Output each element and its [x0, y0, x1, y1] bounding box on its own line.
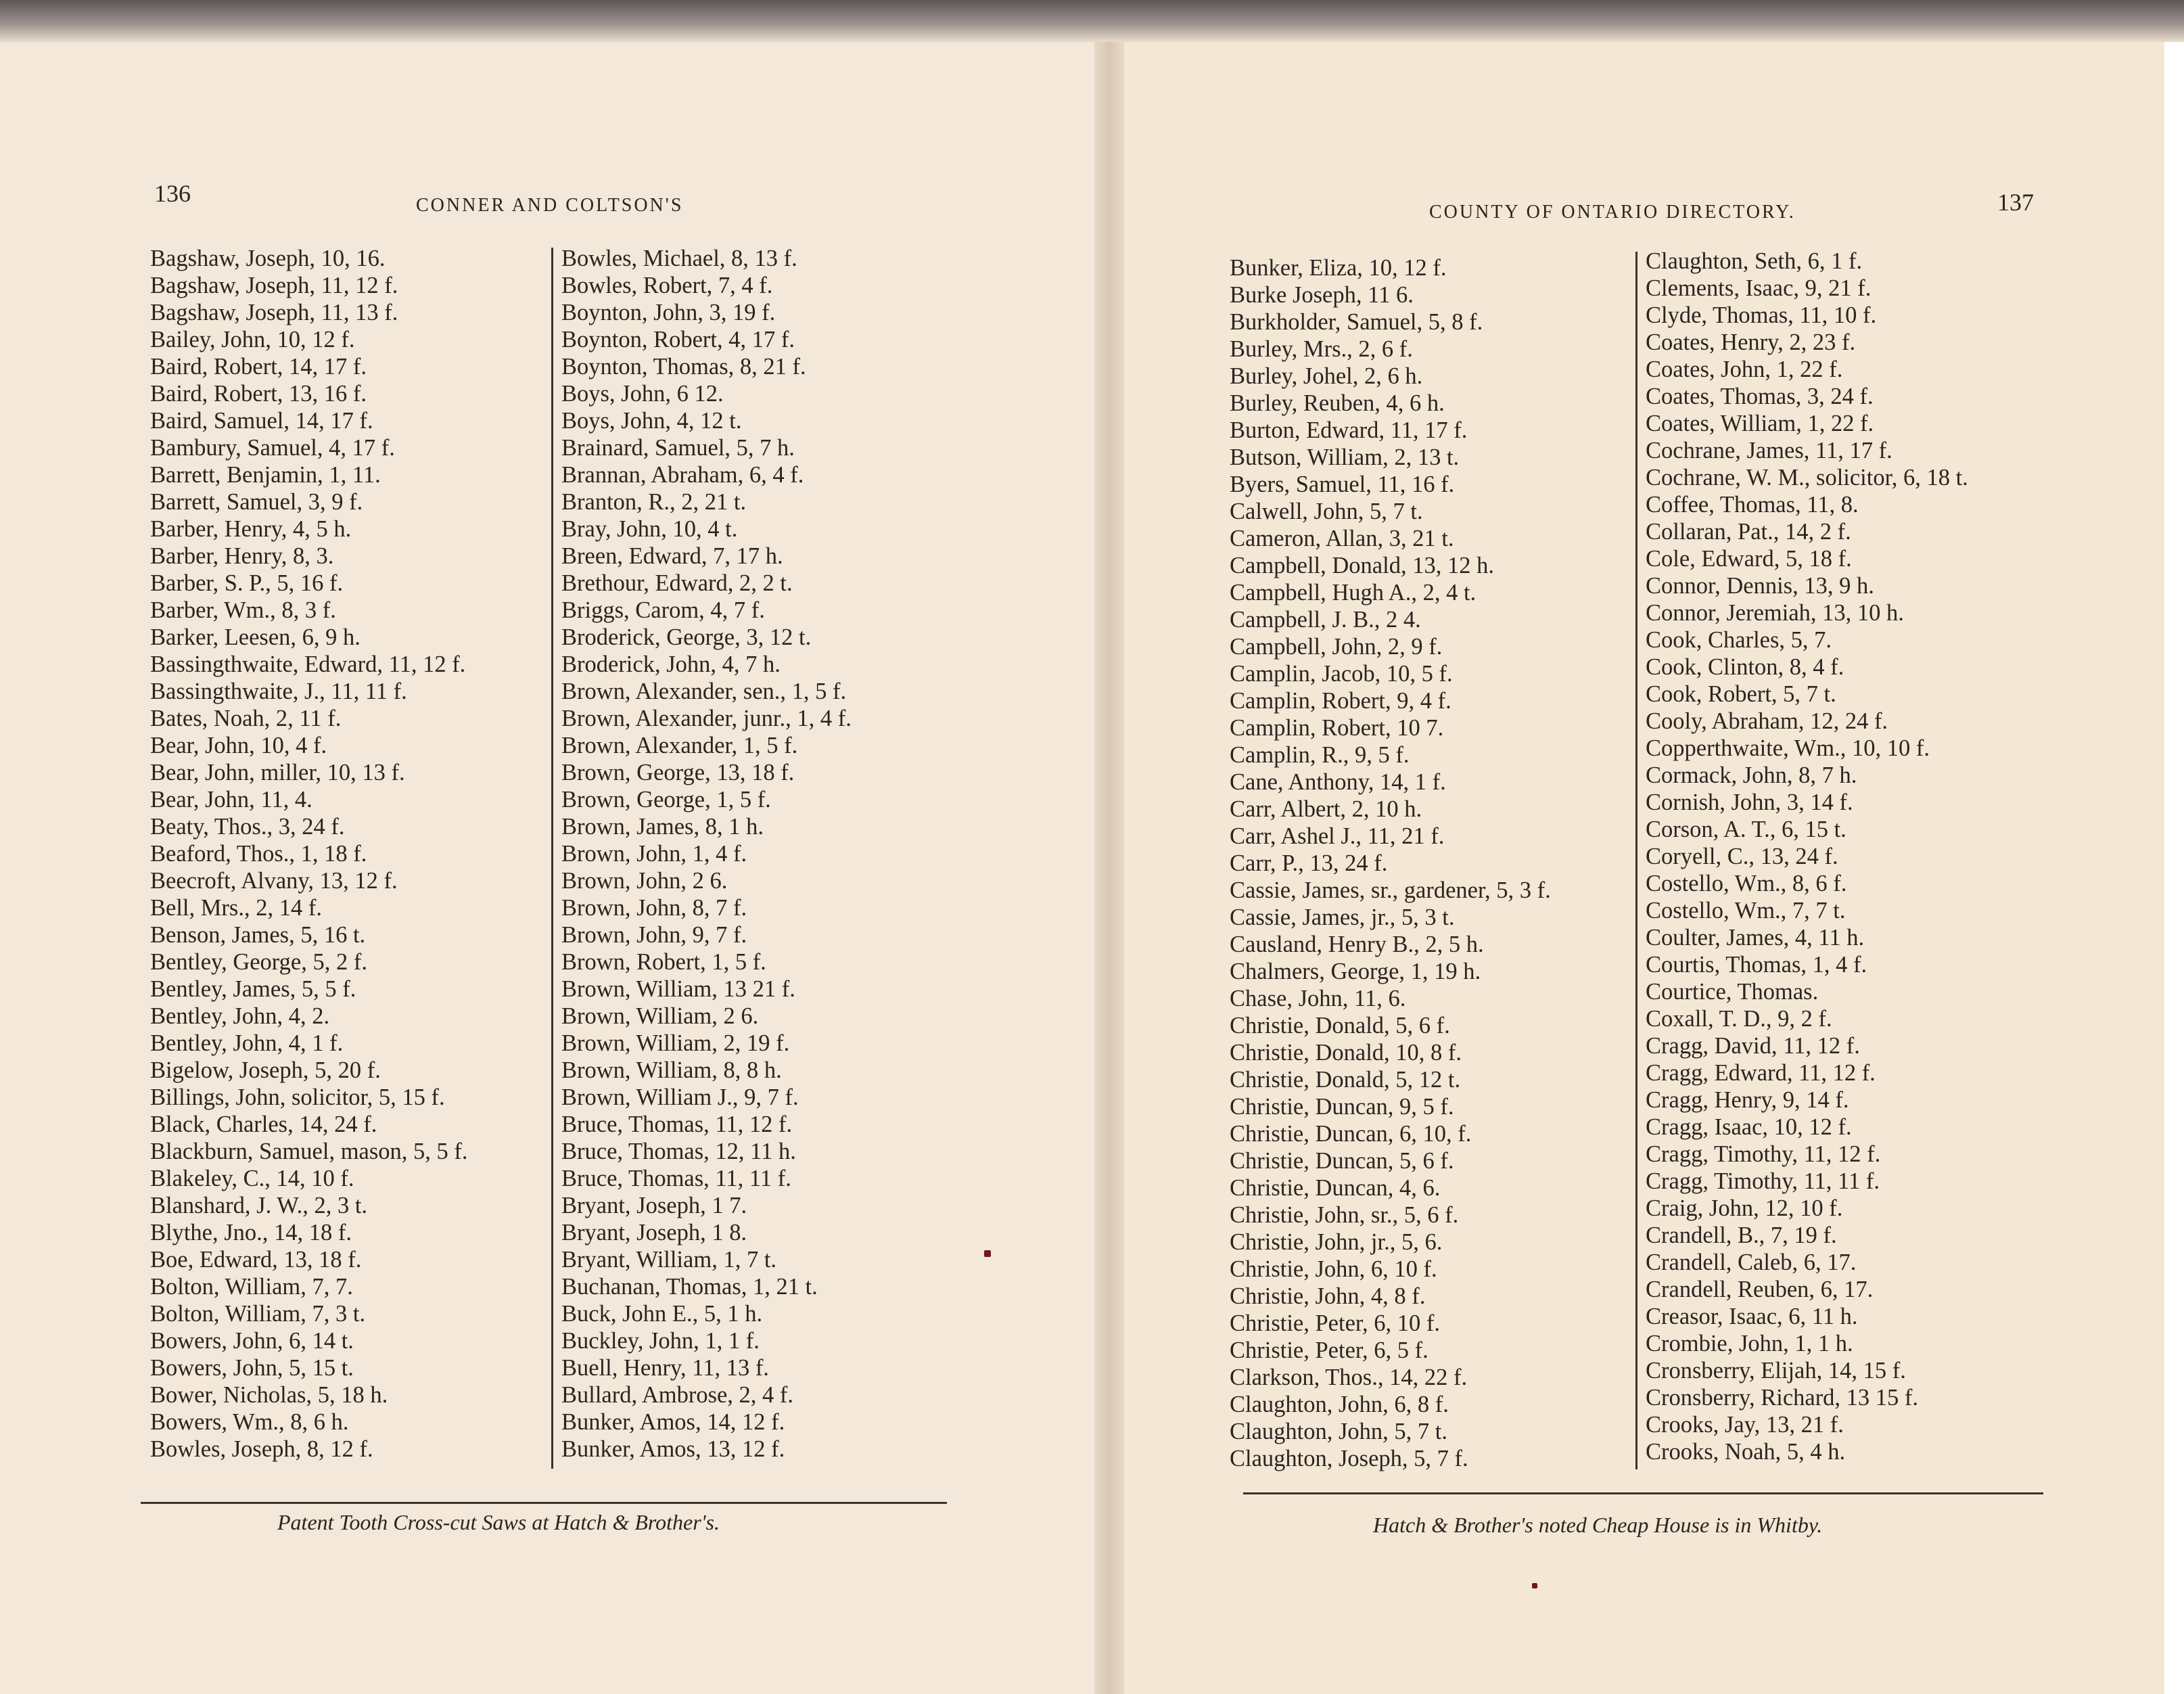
directory-entry: Brown, Alexander, sen., 1, 5 f. [561, 679, 847, 704]
directory-entry: Brown, William, 13 21 f. [561, 976, 795, 1002]
column-divider [551, 248, 553, 1469]
directory-entry: Brown, William J., 9, 7 f. [561, 1084, 799, 1110]
directory-entry: Bolton, William, 7, 3 t. [150, 1301, 366, 1327]
directory-entry: Brown, William, 8, 8 h. [561, 1057, 782, 1083]
left-page-column-2 [561, 245, 852, 1463]
directory-entry: Coates, John, 1, 22 f. [1646, 357, 1843, 382]
directory-entry: Claughton, John, 5, 7 t. [1230, 1419, 1448, 1444]
directory-entry: Brown, Alexander, 1, 5 f. [561, 733, 798, 758]
directory-entry: Chase, John, 11, 6. [1230, 986, 1406, 1011]
directory-entry: Christie, Donald, 5, 6 f. [1230, 1013, 1450, 1038]
directory-entry: Christie, John, jr., 5, 6. [1230, 1229, 1443, 1255]
right-page-number: 137 [1997, 189, 2034, 216]
directory-entry: Bray, John, 10, 4 t. [561, 516, 738, 542]
directory-entry: Buck, John E., 5, 1 h. [561, 1301, 763, 1327]
ink-speck [984, 1250, 991, 1257]
right-page-footer: Hatch & Brother's noted Cheap House is in Whitby. [1373, 1513, 1823, 1537]
directory-entry: Barber, Henry, 8, 3. [150, 543, 334, 569]
directory-entry: Cornish, John, 3, 14 f. [1646, 789, 1853, 815]
directory-entry: Burton, Edward, 11, 17 f. [1230, 417, 1468, 443]
directory-entry: Beaty, Thos., 3, 24 f. [150, 814, 345, 840]
directory-entry: Chalmers, George, 1, 19 h. [1230, 959, 1481, 984]
directory-entry: Camplin, Robert, 10 7. [1230, 715, 1444, 741]
directory-entry: Breen, Edward, 7, 17 h. [561, 543, 783, 569]
directory-entry: Christie, Duncan, 4, 6. [1230, 1175, 1441, 1201]
directory-entry: Blakeley, C., 14, 10 f. [150, 1166, 354, 1191]
directory-entry: Claughton, John, 6, 8 f. [1230, 1392, 1449, 1417]
directory-entry: Cragg, Isaac, 10, 12 f. [1646, 1114, 1852, 1140]
directory-entry: Brown, Alexander, junr., 1, 4 f. [561, 706, 852, 731]
directory-entry: Cragg, Timothy, 11, 11 f. [1646, 1168, 1880, 1194]
directory-entry: Cassie, James, jr., 5, 3 t. [1230, 905, 1455, 930]
left-page-footer: Patent Tooth Cross-cut Saws at Hatch & Brother's. [277, 1510, 720, 1534]
directory-entry: Boys, John, 4, 12 t. [561, 408, 742, 434]
directory-entry: Beaford, Thos., 1, 18 f. [150, 841, 367, 867]
footer-rule [141, 1502, 947, 1504]
footer-rule [1243, 1492, 2043, 1494]
directory-entry: Cook, Clinton, 8, 4 f. [1646, 654, 1844, 680]
directory-entry: Courtice, Thomas. [1646, 979, 1819, 1005]
directory-entry: Connor, Jeremiah, 13, 10 h. [1646, 600, 1904, 626]
directory-entry: Baird, Robert, 13, 16 f. [150, 381, 367, 407]
directory-entry: Copperthwaite, Wm., 10, 10 f. [1646, 735, 1930, 761]
directory-entry: Bryant, Joseph, 1 7. [561, 1193, 747, 1218]
left-page-number: 136 [154, 180, 191, 207]
directory-entry: Barber, Henry, 4, 5 h. [150, 516, 352, 542]
directory-entry: Causland, Henry B., 2, 5 h. [1230, 932, 1484, 957]
directory-entry: Benson, James, 5, 16 t. [150, 922, 366, 948]
directory-entry: Coxall, T. D., 9, 2 f. [1646, 1006, 1832, 1032]
directory-entry: Bentley, George, 5, 2 f. [150, 949, 367, 975]
directory-entry: Bear, John, miller, 10, 13 f. [150, 760, 405, 785]
book-top-edge [0, 0, 2184, 42]
directory-entry: Beecroft, Alvany, 13, 12 f. [150, 868, 398, 894]
directory-entry: Butson, William, 2, 13 t. [1230, 444, 1460, 470]
directory-entry: Carr, Albert, 2, 10 h. [1230, 796, 1422, 822]
directory-entry: Boynton, Robert, 4, 17 f. [561, 327, 795, 352]
directory-entry: Barker, Leesen, 6, 9 h. [150, 624, 361, 650]
directory-entry: Crombie, John, 1, 1 h. [1646, 1331, 1853, 1356]
directory-entry: Black, Charles, 14, 24 f. [150, 1112, 377, 1137]
directory-entry: Coulter, James, 4, 11 h. [1646, 925, 1865, 951]
directory-entry: Bates, Noah, 2, 11 f. [150, 706, 342, 731]
directory-entry: Bowles, Robert, 7, 4 f. [561, 273, 773, 298]
directory-entry: Billings, John, solicitor, 5, 15 f. [150, 1084, 445, 1110]
directory-entry: Crandell, Caleb, 6, 17. [1646, 1250, 1857, 1275]
directory-entry: Burley, Reuben, 4, 6 h. [1230, 390, 1445, 416]
directory-entry: Claughton, Seth, 6, 1 f. [1646, 248, 1863, 274]
directory-entry: Bear, John, 10, 4 f. [150, 733, 327, 758]
directory-entry: Camplin, R., 9, 5 f. [1230, 742, 1410, 768]
directory-entry: Bassingthwaite, Edward, 11, 12 f. [150, 651, 466, 677]
directory-entry: Barrett, Benjamin, 1, 11. [150, 462, 381, 488]
directory-entry: Campbell, J. B., 2 4. [1230, 607, 1421, 633]
directory-entry: Bentley, John, 4, 2. [150, 1003, 330, 1029]
left-running-header: CONNER AND COLTSON'S [416, 195, 684, 216]
directory-entry: Brown, George, 1, 5 f. [561, 787, 771, 812]
directory-entry: Bowles, Joseph, 8, 12 f. [150, 1436, 373, 1462]
directory-entry: Bowles, Michael, 8, 13 f. [561, 246, 797, 271]
directory-entry: Carr, P., 13, 24 f. [1230, 850, 1388, 876]
directory-entry: Cook, Charles, 5, 7. [1646, 627, 1832, 653]
directory-entry: Coffee, Thomas, 11, 8. [1646, 492, 1859, 518]
directory-entry: Blackburn, Samuel, mason, 5, 5 f. [150, 1139, 468, 1164]
directory-entry: Cook, Robert, 5, 7 t. [1646, 681, 1836, 707]
left-page-column-1 [150, 245, 468, 1463]
directory-entry: Bruce, Thomas, 12, 11 h. [561, 1139, 796, 1164]
directory-entry: Brannan, Abraham, 6, 4 f. [561, 462, 804, 488]
directory-entry: Courtis, Thomas, 1, 4 f. [1646, 952, 1867, 978]
directory-entry: Cragg, Timothy, 11, 12 f. [1646, 1141, 1881, 1167]
directory-entry: Costello, Wm., 7, 7 t. [1646, 898, 1846, 923]
directory-entry: Bruce, Thomas, 11, 11 f. [561, 1166, 791, 1191]
directory-entry: Bryant, William, 1, 7 t. [561, 1247, 777, 1273]
directory-entry: Craig, John, 12, 10 f. [1646, 1195, 1843, 1221]
directory-entry: Bowers, Wm., 8, 6 h. [150, 1409, 349, 1435]
directory-entry: Bambury, Samuel, 4, 17 f. [150, 435, 395, 461]
directory-entry: Clements, Isaac, 9, 21 f. [1646, 275, 1872, 301]
directory-entry: Crandell, B., 7, 19 f. [1646, 1222, 1837, 1248]
directory-entry: Buchanan, Thomas, 1, 21 t. [561, 1274, 818, 1300]
directory-entry: Cochrane, W. M., solicitor, 6, 18 t. [1646, 465, 1968, 490]
directory-entry: Christie, Donald, 5, 12 t. [1230, 1067, 1461, 1093]
directory-entry: Bunker, Eliza, 10, 12 f. [1230, 255, 1447, 281]
directory-entry: Christie, Peter, 6, 5 f. [1230, 1337, 1428, 1363]
directory-entry: Boys, John, 6 12. [561, 381, 724, 407]
directory-entry: Burley, Mrs., 2, 6 f. [1230, 336, 1413, 362]
directory-entry: Creasor, Isaac, 6, 11 h. [1646, 1304, 1858, 1329]
directory-entry: Coates, Henry, 2, 23 f. [1646, 329, 1856, 355]
directory-entry: Brown, John, 2 6. [561, 868, 728, 894]
directory-entry: Christie, John, 4, 8 f. [1230, 1283, 1426, 1309]
directory-entry: Buell, Henry, 11, 13 f. [561, 1355, 769, 1381]
directory-entry: Bunker, Amos, 13, 12 f. [561, 1436, 785, 1462]
directory-entry: Clarkson, Thos., 14, 22 f. [1230, 1365, 1468, 1390]
directory-entry: Brainard, Samuel, 5, 7 h. [561, 435, 795, 461]
directory-entry: Costello, Wm., 8, 6 f. [1646, 871, 1847, 896]
directory-entry: Blanshard, J. W., 2, 3 t. [150, 1193, 368, 1218]
directory-entry: Christie, Duncan, 9, 5 f. [1230, 1094, 1454, 1120]
scan-margin [2164, 42, 2184, 1694]
directory-entry: Cassie, James, sr., gardener, 5, 3 f. [1230, 877, 1551, 903]
directory-entry: Campbell, John, 2, 9 f. [1230, 634, 1443, 660]
directory-entry: Cragg, Edward, 11, 12 f. [1646, 1060, 1876, 1086]
directory-entry: Brown, James, 8, 1 h. [561, 814, 764, 840]
directory-entry: Crooks, Noah, 5, 4 h. [1646, 1439, 1846, 1465]
directory-entry: Bagshaw, Joseph, 11, 13 f. [150, 300, 398, 325]
directory-entry: Coates, William, 1, 22 f. [1646, 411, 1874, 436]
directory-entry: Bowers, John, 6, 14 t. [150, 1328, 354, 1354]
directory-entry: Barber, Wm., 8, 3 f. [150, 597, 336, 623]
directory-entry: Boynton, Thomas, 8, 21 f. [561, 354, 806, 380]
directory-entry: Camplin, Robert, 9, 4 f. [1230, 688, 1451, 714]
directory-entry: Bruce, Thomas, 11, 12 f. [561, 1112, 793, 1137]
directory-entry: Burkholder, Samuel, 5, 8 f. [1230, 309, 1483, 335]
directory-entry: Bullard, Ambrose, 2, 4 f. [561, 1382, 794, 1408]
directory-entry: Boe, Edward, 13, 18 f. [150, 1247, 362, 1273]
directory-entry: Bigelow, Joseph, 5, 20 f. [150, 1057, 381, 1083]
directory-entry: Brown, John, 8, 7 f. [561, 895, 747, 921]
directory-entry: Coates, Thomas, 3, 24 f. [1646, 384, 1874, 409]
directory-entry: Cronsberry, Richard, 13 15 f. [1646, 1385, 1919, 1411]
directory-entry: Cragg, Henry, 9, 14 f. [1646, 1087, 1849, 1113]
directory-entry: Campbell, Donald, 13, 12 h. [1230, 553, 1494, 578]
directory-entry: Brown, George, 13, 18 f. [561, 760, 795, 785]
directory-entry: Christie, John, sr., 5, 6 f. [1230, 1202, 1459, 1228]
directory-entry: Baird, Samuel, 14, 17 f. [150, 408, 373, 434]
book-gutter [1094, 42, 1124, 1694]
directory-entry: Collaran, Pat., 14, 2 f. [1646, 519, 1851, 545]
directory-entry: Barrett, Samuel, 3, 9 f. [150, 489, 363, 515]
directory-entry: Corson, A. T., 6, 15 t. [1646, 817, 1846, 842]
directory-entry: Connor, Dennis, 13, 9 h. [1646, 573, 1874, 599]
directory-entry: Bagshaw, Joseph, 11, 12 f. [150, 273, 398, 298]
directory-entry: Campbell, Hugh A., 2, 4 t. [1230, 580, 1477, 605]
directory-entry: Brown, John, 1, 4 f. [561, 841, 747, 867]
column-divider [1635, 252, 1637, 1469]
directory-entry: Bower, Nicholas, 5, 18 h. [150, 1382, 388, 1408]
directory-entry: Bagshaw, Joseph, 10, 16. [150, 246, 386, 271]
directory-entry: Brown, William, 2 6. [561, 1003, 759, 1029]
directory-entry: Bunker, Amos, 14, 12 f. [561, 1409, 785, 1435]
directory-entry: Broderick, John, 4, 7 h. [561, 651, 781, 677]
directory-entry: Bailey, John, 10, 12 f. [150, 327, 355, 352]
directory-entry: Bear, John, 11, 4. [150, 787, 312, 812]
directory-entry: Cragg, David, 11, 12 f. [1646, 1033, 1860, 1059]
directory-entry: Boynton, John, 3, 19 f. [561, 300, 776, 325]
directory-entry: Cochrane, James, 11, 17 f. [1646, 438, 1892, 463]
right-page-column-2 [1646, 248, 1968, 1465]
directory-entry: Barber, S. P., 5, 16 f. [150, 570, 344, 596]
directory-entry: Cronsberry, Elijah, 14, 15 f. [1646, 1358, 1906, 1383]
directory-entry: Bryant, Joseph, 1 8. [561, 1220, 747, 1245]
right-running-header: COUNTY OF ONTARIO DIRECTORY. [1429, 202, 1796, 223]
directory-entry: Branton, R., 2, 21 t. [561, 489, 747, 515]
directory-entry: Christie, Donald, 10, 8 f. [1230, 1040, 1462, 1066]
directory-entry: Clyde, Thomas, 11, 10 f. [1646, 302, 1877, 328]
directory-entry: Bentley, James, 5, 5 f. [150, 976, 356, 1002]
directory-entry: Baird, Robert, 14, 17 f. [150, 354, 367, 380]
directory-entry: Buckley, John, 1, 1 f. [561, 1328, 760, 1354]
directory-entry: Coryell, C., 13, 24 f. [1646, 844, 1838, 869]
ink-speck [1532, 1583, 1537, 1588]
directory-entry: Carr, Ashel J., 11, 21 f. [1230, 823, 1445, 849]
directory-entry: Christie, Duncan, 6, 10, f. [1230, 1121, 1472, 1147]
directory-entry: Bentley, John, 4, 1 f. [150, 1030, 344, 1056]
directory-entry: Byers, Samuel, 11, 16 f. [1230, 472, 1455, 497]
directory-entry: Broderick, George, 3, 12 t. [561, 624, 812, 650]
directory-entry: Cole, Edward, 5, 18 f. [1646, 546, 1852, 572]
directory-entry: Burley, Johel, 2, 6 h. [1230, 363, 1423, 389]
directory-entry: Cormack, John, 8, 7 h. [1646, 762, 1857, 788]
right-page-column-1 [1230, 254, 1551, 1472]
directory-entry: Crandell, Reuben, 6, 17. [1646, 1277, 1874, 1302]
directory-entry: Burke Joseph, 11 6. [1230, 282, 1414, 308]
directory-entry: Claughton, Joseph, 5, 7 f. [1230, 1446, 1468, 1471]
directory-entry: Calwell, John, 5, 7 t. [1230, 499, 1423, 524]
directory-entry: Briggs, Carom, 4, 7 f. [561, 597, 765, 623]
directory-entry: Christie, Peter, 6, 10 f. [1230, 1310, 1440, 1336]
directory-entry: Camplin, Jacob, 10, 5 f. [1230, 661, 1453, 687]
directory-entry: Cameron, Allan, 3, 21 t. [1230, 526, 1454, 551]
directory-entry: Christie, Duncan, 5, 6 f. [1230, 1148, 1454, 1174]
directory-entry: Crooks, Jay, 13, 21 f. [1646, 1412, 1844, 1438]
directory-entry: Brown, Robert, 1, 5 f. [561, 949, 766, 975]
directory-entry: Brown, William, 2, 19 f. [561, 1030, 790, 1056]
directory-entry: Cooly, Abraham, 12, 24 f. [1646, 708, 1888, 734]
directory-entry: Bowers, John, 5, 15 t. [150, 1355, 354, 1381]
directory-entry: Brown, John, 9, 7 f. [561, 922, 747, 948]
directory-entry: Brethour, Edward, 2, 2 t. [561, 570, 793, 596]
directory-entry: Christie, John, 6, 10 f. [1230, 1256, 1437, 1282]
directory-entry: Cane, Anthony, 14, 1 f. [1230, 769, 1446, 795]
directory-entry: Blythe, Jno., 14, 18 f. [150, 1220, 352, 1245]
directory-entry: Bolton, William, 7, 7. [150, 1274, 353, 1300]
directory-entry: Bassingthwaite, J., 11, 11 f. [150, 679, 407, 704]
directory-entry: Bell, Mrs., 2, 14 f. [150, 895, 322, 921]
